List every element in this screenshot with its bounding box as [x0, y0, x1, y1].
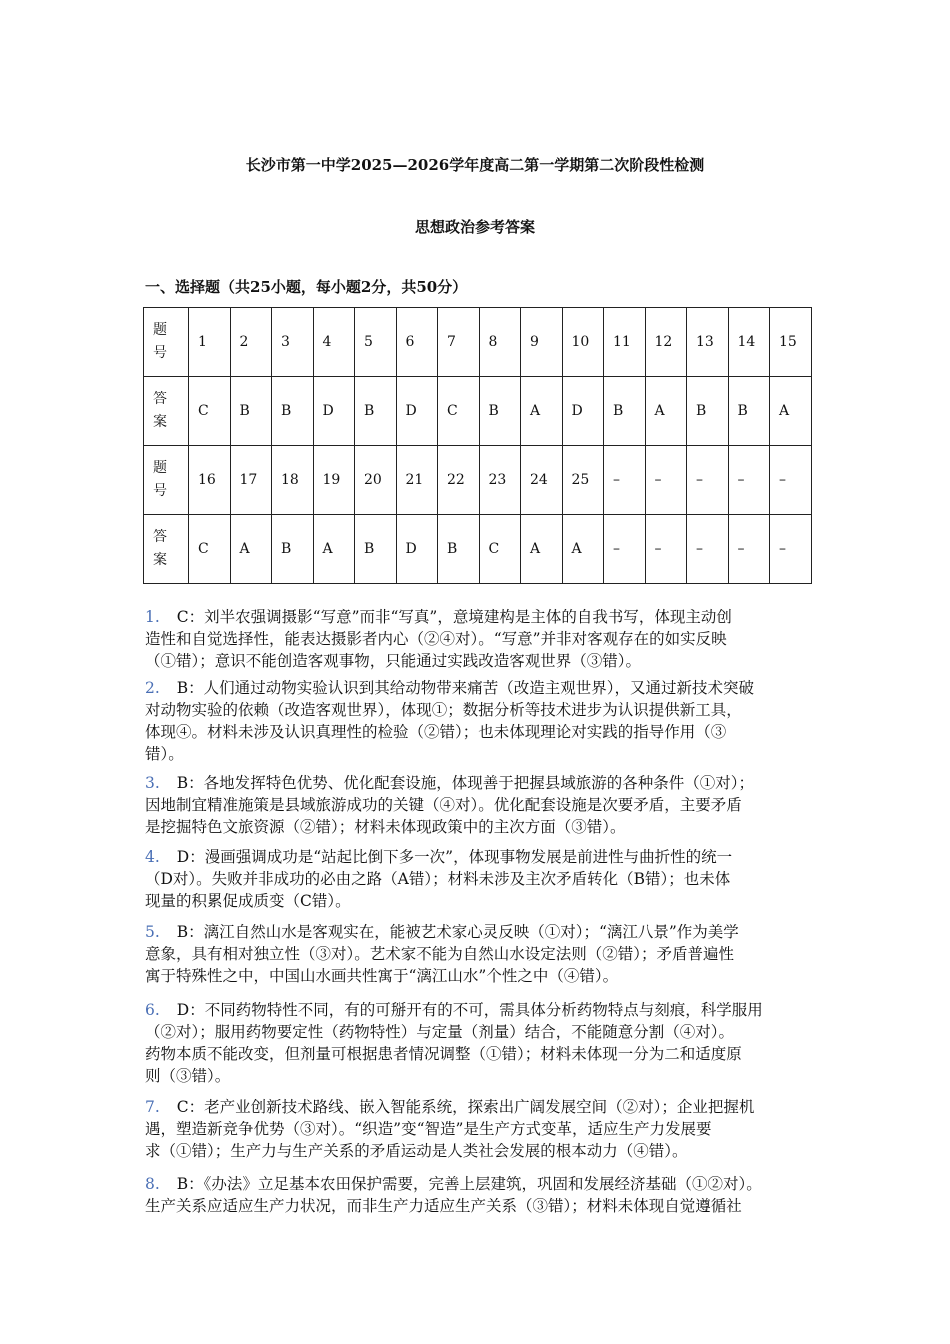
section-heading: 一、选择题（共25小题，每小题2分，共50分） — [145, 278, 468, 296]
table-cell: A — [230, 515, 272, 584]
document-subtitle: 思想政治参考答案 — [414, 218, 535, 236]
table-cell: 16 — [189, 446, 231, 515]
answer-item — [145, 1173, 835, 1217]
answer-line: 遇，塑造新竞争优势（③对）。“织造”变“智造”是生产方式变革，适应生产力发展要 — [145, 1120, 712, 1138]
table-cell: – — [687, 515, 729, 584]
table-cell: B — [604, 377, 646, 446]
table-cell — [144, 515, 189, 584]
answer-item — [145, 772, 835, 838]
answer-text: B：各地发挥特色优势、优化配套设施，体现善于把握县域旅游的各种条件（①对）； — [176, 774, 754, 792]
row-header: 题号 — [153, 322, 167, 361]
answer-line: （D对）。失败并非成功的必由之路（A错）；材料未涉及主次矛盾转化（B错）；也未体 — [145, 870, 731, 888]
answer-line — [145, 1173, 835, 1195]
table-cell: D — [562, 377, 604, 446]
answer-line: 药物本质不能改变，但剂量可根据患者情况调整（①错）；材料未体现一分为二和适度原 — [145, 1045, 742, 1063]
answer-text: C：老产业创新技术路线、嵌入智能系统，探索出广阔发展空间（②对）；企业把握机 — [176, 1098, 755, 1116]
answer-number: 5. — [145, 923, 160, 941]
table-cell: 18 — [272, 446, 314, 515]
answer-number: 3. — [145, 774, 160, 792]
table-cell: B — [728, 377, 770, 446]
table-cell: – — [728, 515, 770, 584]
table-cell: 20 — [355, 446, 397, 515]
table-cell: 3 — [272, 308, 314, 377]
table-cell: – — [645, 515, 687, 584]
answer-line — [145, 999, 835, 1021]
answer-line: 因地制宜精准施策是县域旅游成功的关键（④对）。优化配套设施是次要矛盾，主要矛盾 — [145, 796, 742, 814]
table-cell: B — [479, 377, 521, 446]
answer-line: 错）。 — [145, 745, 184, 763]
answer-text: D：漫画强调成功是“站起比倒下多一次”，体现事物发展是前进性与曲折性的统一 — [176, 848, 733, 866]
document-title: 长沙市第一中学2025—2026学年度高二第一学期第二次阶段性检测 — [245, 156, 705, 174]
answer-item — [145, 677, 835, 765]
answer-line: 造性和自觉选择性，能表达摄影者内心（②④对）。“写意”并非对客观存在的如实反映 — [145, 630, 727, 648]
table-cell: – — [770, 446, 812, 515]
answer-line: 意象，具有相对独立性（③对）。艺术家不能为自然山水设定法则（②错）；矛盾普遍性 — [145, 945, 735, 963]
table-cell: – — [728, 446, 770, 515]
answer-item — [145, 1096, 835, 1162]
table-cell: D — [396, 515, 438, 584]
table-cell: D — [396, 377, 438, 446]
table-cell: 25 — [562, 446, 604, 515]
table-cell: 4 — [313, 308, 355, 377]
table-cell: B — [687, 377, 729, 446]
table-cell: 7 — [438, 308, 480, 377]
table-cell: B — [438, 515, 480, 584]
table-cell: – — [604, 446, 646, 515]
answer-item — [145, 846, 835, 912]
table-cell: 5 — [355, 308, 397, 377]
table-cell: A — [313, 515, 355, 584]
answer-item — [145, 999, 835, 1087]
table-cell: B — [272, 515, 314, 584]
table-cell: 2 — [230, 308, 272, 377]
table-cell: B — [355, 515, 397, 584]
answer-line: （②对）；服用药物要定性（药物特性）与定量（剂量）结合，不能随意分割（④对）。 — [145, 1023, 735, 1041]
answer-line: 现量的积累促成质变（C错）。 — [145, 892, 351, 910]
table-cell: – — [604, 515, 646, 584]
table-cell: 14 — [728, 308, 770, 377]
table-cell: B — [272, 377, 314, 446]
row-header: 答案 — [153, 529, 167, 568]
table-cell: C — [438, 377, 480, 446]
table-cell — [144, 446, 189, 515]
answer-line: （①错）；意识不能创造客观事物，只能通过实践改造客观世界（③错）。 — [145, 652, 642, 670]
table-cell: 6 — [396, 308, 438, 377]
answer-text: B：人们通过动物实验认识到其给动物带来痛苦（改造主观世界），又通过新技术突破 — [176, 679, 754, 697]
table-row — [144, 377, 812, 446]
table-cell: 24 — [521, 446, 563, 515]
table-cell: A — [770, 377, 812, 446]
table-cell: C — [189, 377, 231, 446]
answer-line: 则（③错）。 — [145, 1067, 231, 1085]
answer-text: B：漓江自然山水是客观实在，能被艺术家心灵反映（①对）；“漓江八景”作为美学 — [176, 923, 739, 941]
table-cell: B — [230, 377, 272, 446]
table-cell: 1 — [189, 308, 231, 377]
answer-line — [145, 921, 835, 943]
answer-line: 求（①错）；生产力与生产关系的矛盾运动是人类社会发展的根本动力（④错）。 — [145, 1142, 688, 1160]
table-cell: 15 — [770, 308, 812, 377]
row-header: 题号 — [153, 460, 167, 499]
table-cell: 12 — [645, 308, 687, 377]
table-cell: 19 — [313, 446, 355, 515]
table-cell: 21 — [396, 446, 438, 515]
table-row — [144, 515, 812, 584]
table-cell: C — [479, 515, 521, 584]
answer-line — [145, 846, 835, 868]
table-cell: – — [770, 515, 812, 584]
table-cell: A — [521, 377, 563, 446]
answer-number: 6. — [145, 1001, 160, 1019]
answer-number: 2. — [145, 679, 160, 697]
answer-item — [145, 921, 835, 987]
table-cell: 8 — [479, 308, 521, 377]
table-cell: D — [313, 377, 355, 446]
table-cell: – — [687, 446, 729, 515]
table-cell: – — [645, 446, 687, 515]
table-cell: 23 — [479, 446, 521, 515]
answer-text: B：《办法》立足基本农田保护需要，完善上层建筑，巩固和发展经济基础（①②对）。 — [176, 1175, 762, 1193]
table-cell — [144, 308, 189, 377]
table-cell: 17 — [230, 446, 272, 515]
table-cell: 9 — [521, 308, 563, 377]
table-cell: B — [355, 377, 397, 446]
table-cell: A — [562, 515, 604, 584]
answer-item — [145, 606, 835, 672]
table-cell: 22 — [438, 446, 480, 515]
answer-line: 是挖掘特色文旅资源（②错）；材料未体现政策中的主次方面（③错）。 — [145, 818, 626, 836]
answer-text: C：刘半农强调摄影“写意”而非“写真”，意境建构是主体的自我书写，体现主动创 — [176, 608, 732, 626]
answer-number: 7. — [145, 1098, 160, 1116]
answer-line — [145, 606, 835, 628]
answer-line: 对动物实验的依赖（改造客观世界），体现①；数据分析等技术进步为认识提供新工具， — [145, 701, 742, 719]
answer-line — [145, 772, 835, 794]
answer-number: 4. — [145, 848, 160, 866]
answer-line — [145, 677, 835, 699]
table-cell: 10 — [562, 308, 604, 377]
answer-line: 生产关系应适应生产力状况，而非生产力适应生产关系（③错）；材料未体现自觉遵循社 — [145, 1197, 742, 1215]
answer-line — [145, 1096, 835, 1118]
table-row — [144, 308, 812, 377]
answer-line: 寓于特殊性之中，中国山水画共性寓于“漓江山水”个性之中（④错）。 — [145, 967, 619, 985]
table-row — [144, 446, 812, 515]
table-cell: 11 — [604, 308, 646, 377]
answer-table — [143, 307, 812, 584]
answer-number: 8. — [145, 1175, 160, 1193]
table-cell: A — [521, 515, 563, 584]
answer-text: D：不同药物特性不同，有的可掰开有的不可，需具体分析药物特点与刻痕，科学服用 — [176, 1001, 763, 1019]
table-cell: A — [645, 377, 687, 446]
row-header: 答案 — [153, 391, 167, 430]
table-cell: 13 — [687, 308, 729, 377]
answer-line: 体现④。材料未涉及认识真理性的检验（②错）；也未体现理论对实践的指导作用（③ — [145, 723, 727, 741]
answer-number: 1. — [145, 608, 160, 626]
table-cell — [144, 377, 189, 446]
table-cell: C — [189, 515, 231, 584]
